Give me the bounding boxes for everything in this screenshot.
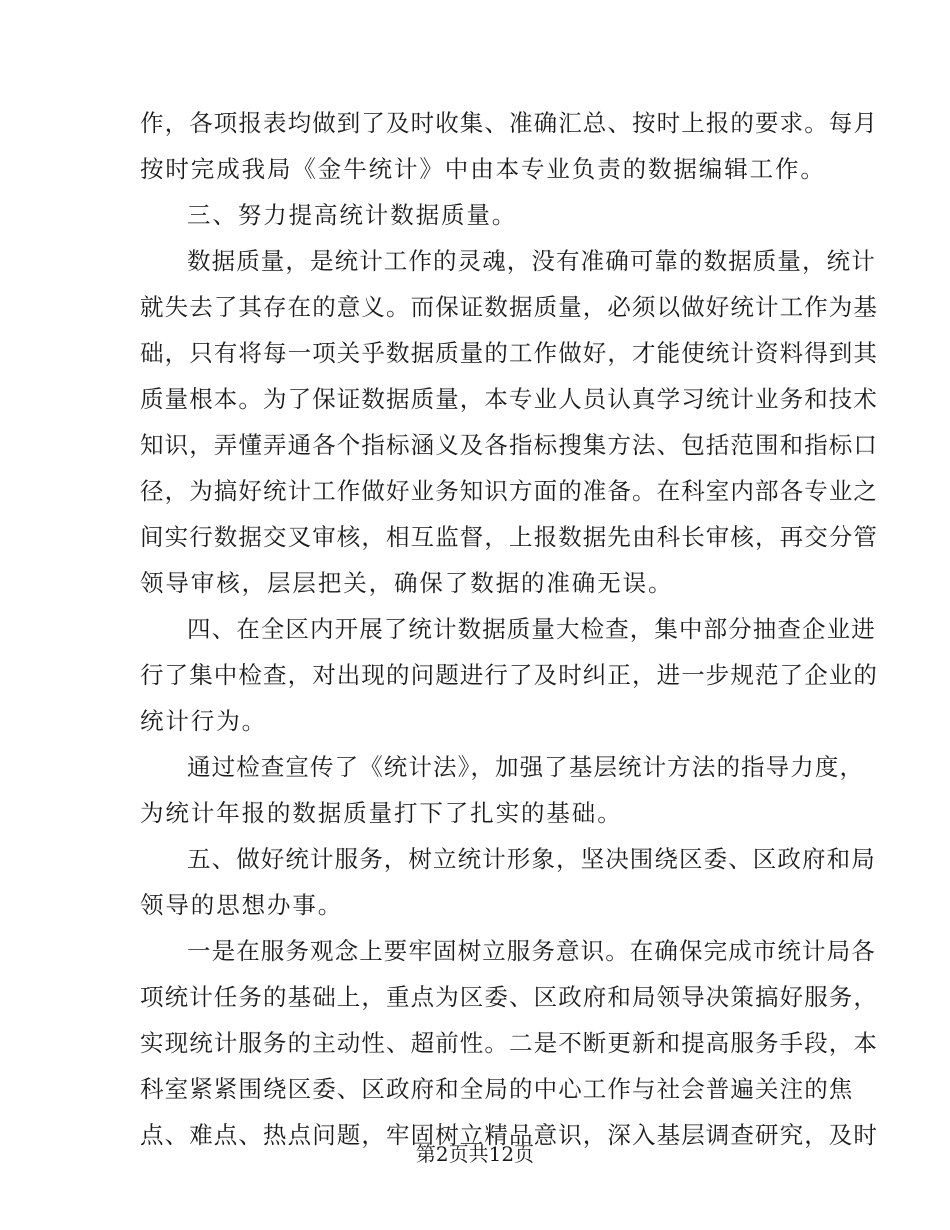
text-line: 科室紧紧围绕区委、区政府和全局的中心工作与社会普遍关注的焦: [140, 1075, 854, 1103]
body-text: [140, 100, 878, 1158]
text-line: 项统计任务的基础上，重点为区委、区政府和局领导决策搞好服务，: [140, 983, 878, 1011]
section-heading: 四、在全区内开展了统计数据质量大检查，集中部分抽查企业进: [187, 615, 876, 643]
text-line: 领导审核，层层把关，确保了数据的准确无误。: [140, 569, 674, 597]
page-number: 第2页共12页: [415, 1142, 535, 1166]
text-line: 实现统计服务的主动性、超前性。二是不断更新和提高服务手段，本: [140, 1029, 878, 1057]
text-line: 领导的思想办事。: [140, 891, 344, 919]
text-line: 统计行为。: [140, 707, 267, 735]
text-line: 知识，弄懂弄通各个指标涵义及各指标搜集方法、包括范围和指标口: [140, 431, 878, 459]
text-line: 础，只有将每一项关乎数据质量的工作做好，才能使统计资料得到其: [140, 339, 878, 367]
text-line: 行了集中检查，对出现的问题进行了及时纠正，进一步规范了企业的: [140, 661, 878, 689]
text-line: 为统计年报的数据质量打下了扎实的基础。: [140, 799, 623, 827]
text-line: 就失去了其存在的意义。而保证数据质量，必须以做好统计工作为基: [140, 293, 878, 321]
text-line: 径，为搞好统计工作做好业务知识方面的准备。在科室内部各专业之: [140, 477, 878, 505]
text-line: 通过检查宣传了《统计法》，加强了基层统计方法的指导力度，: [187, 753, 865, 781]
text-line: 质量根本。为了保证数据质量，本专业人员认真学习统计业务和技术: [140, 385, 878, 413]
text-line: 数据质量，是统计工作的灵魂，没有准确可靠的数据质量，统计: [187, 247, 876, 275]
section-heading: 五、做好统计服务，树立统计形象，坚决围绕区委、区政府和局: [187, 845, 876, 873]
text-line: 一是在服务观念上要牢固树立服务意识。在确保完成市统计局各: [187, 937, 876, 965]
text-line: 点、难点、热点问题，牢固树立精品意识，深入基层调查研究，及时: [140, 1121, 878, 1149]
text-line: 作，各项报表均做到了及时收集、准确汇总、按时上报的要求。每月: [140, 109, 878, 137]
section-heading: 三、努力提高统计数据质量。: [187, 201, 518, 229]
text-line: 间实行数据交叉审核，相互监督，上报数据先由科长审核，再交分管: [140, 523, 878, 551]
text-line: 按时完成我局《金牛统计》中由本专业负责的数据编辑工作。: [140, 155, 826, 183]
